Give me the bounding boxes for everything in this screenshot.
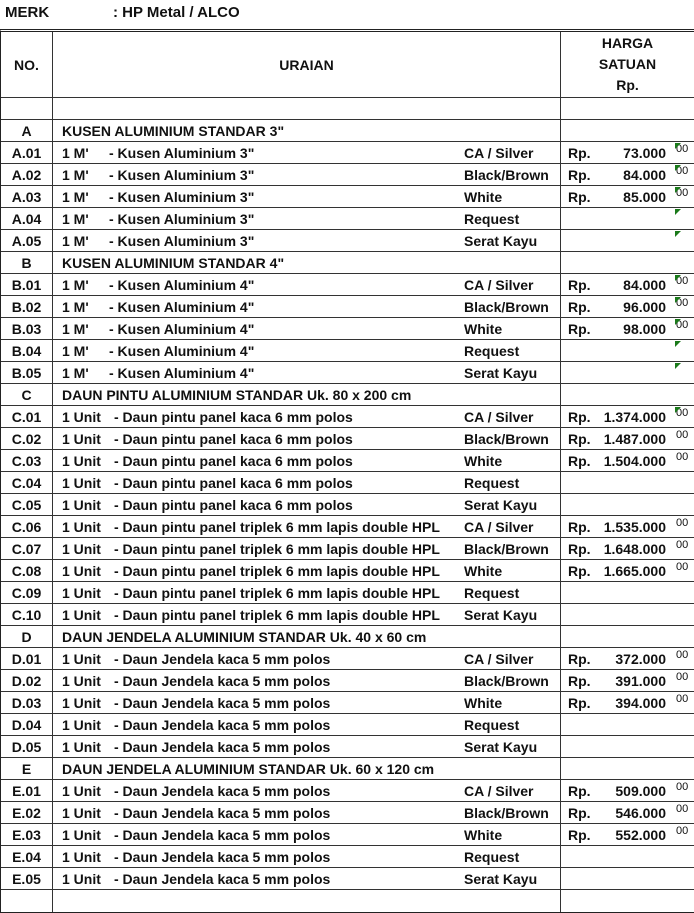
cents: 00	[676, 825, 689, 837]
unit-price: 1.504.000	[603, 452, 666, 469]
table-row	[1, 648, 694, 670]
unit-price: 509.000	[615, 782, 666, 799]
description: - Daun Jendela kaca 5 mm polos	[114, 848, 331, 865]
description: - Kusen Aluminium 3"	[109, 144, 255, 161]
table-row	[1, 868, 694, 890]
unit-price: 394.000	[615, 694, 666, 711]
unit-price: 84.000	[623, 166, 666, 183]
table-row	[1, 340, 694, 362]
table-row	[1, 142, 694, 164]
description: - Daun pintu panel triplek 6 mm lapis double HPL	[114, 562, 440, 579]
item-number: C.09	[1, 582, 53, 603]
cents: 00	[676, 561, 689, 573]
table-row	[1, 670, 694, 692]
description: - Daun pintu panel kaca 6 mm polos	[114, 496, 353, 513]
color-option: Request	[464, 716, 520, 733]
color-option: Serat Kayu	[464, 232, 538, 249]
cents: 00	[676, 275, 689, 287]
section-title: DAUN JENDELA ALUMINIUM STANDAR Uk. 60 x 120 cm	[62, 760, 435, 777]
item-number: C.06	[1, 516, 53, 537]
section-row	[1, 252, 694, 274]
cents: 00	[676, 187, 689, 199]
currency: Rp.	[568, 298, 591, 315]
item-number: B.04	[1, 340, 53, 361]
color-option: White	[464, 188, 503, 205]
item-number: B.02	[1, 296, 53, 317]
cents: 00	[676, 517, 689, 529]
color-option: Serat Kayu	[464, 870, 538, 887]
description: - Daun Jendela kaca 5 mm polos	[114, 738, 331, 755]
color-option: Black/Brown	[464, 298, 549, 315]
color-option: CA / Silver	[464, 144, 534, 161]
quantity: 1 Unit	[62, 430, 101, 447]
table-row	[1, 692, 694, 714]
item-number: E	[1, 758, 53, 779]
item-number: C.07	[1, 538, 53, 559]
currency: Rp.	[568, 320, 591, 337]
comment-indicator-icon	[675, 165, 681, 171]
comment-indicator-icon	[675, 363, 681, 369]
table-row	[1, 538, 694, 560]
section-title: KUSEN ALUMINIUM STANDAR 3"	[62, 122, 285, 139]
color-option: Serat Kayu	[464, 364, 538, 381]
comment-indicator-icon	[675, 231, 681, 237]
quantity: 1 Unit	[62, 826, 101, 843]
quantity: 1 M'	[62, 320, 89, 337]
unit-price: 1.535.000	[603, 518, 666, 535]
quantity: 1 Unit	[62, 562, 101, 579]
quantity: 1 Unit	[62, 848, 101, 865]
quantity: 1 Unit	[62, 650, 101, 667]
comment-indicator-icon	[675, 187, 681, 193]
table-row	[1, 274, 694, 296]
table-row	[1, 186, 694, 208]
description: - Kusen Aluminium 4"	[109, 320, 255, 337]
item-number: A.03	[1, 186, 53, 207]
item-number: C.10	[1, 604, 53, 625]
blank-row	[1, 98, 694, 120]
color-option: Black/Brown	[464, 430, 549, 447]
quantity: 1 Unit	[62, 474, 101, 491]
table-row	[1, 406, 694, 428]
description: - Daun Jendela kaca 5 mm polos	[114, 782, 331, 799]
color-option: Request	[464, 474, 520, 491]
section-row	[1, 758, 694, 780]
color-option: Serat Kayu	[464, 606, 538, 623]
quantity: 1 M'	[62, 364, 89, 381]
quantity: 1 M'	[62, 188, 89, 205]
quantity: 1 M'	[62, 232, 89, 249]
quantity: 1 Unit	[62, 694, 101, 711]
section-row	[1, 384, 694, 406]
table-row	[1, 208, 694, 230]
unit-price: 73.000	[623, 144, 666, 161]
quantity: 1 M'	[62, 166, 89, 183]
item-number: B	[1, 252, 53, 273]
description: - Kusen Aluminium 4"	[109, 298, 255, 315]
description: - Daun pintu panel kaca 6 mm polos	[114, 452, 353, 469]
unit-price: 372.000	[615, 650, 666, 667]
currency: Rp.	[568, 804, 591, 821]
table-row	[1, 230, 694, 252]
item-number: C	[1, 384, 53, 405]
unit-price: 546.000	[615, 804, 666, 821]
description: - Daun pintu panel triplek 6 mm lapis double HPL	[114, 518, 440, 535]
cents: 00	[676, 451, 689, 463]
comment-indicator-icon	[675, 143, 681, 149]
item-number: E.02	[1, 802, 53, 823]
item-number: A.02	[1, 164, 53, 185]
currency: Rp.	[568, 144, 591, 161]
item-number: D.01	[1, 648, 53, 669]
comment-indicator-icon	[675, 407, 681, 413]
color-option: Black/Brown	[464, 540, 549, 557]
cents: 00	[676, 143, 689, 155]
comment-indicator-icon	[675, 341, 681, 347]
description: - Daun Jendela kaca 5 mm polos	[114, 672, 331, 689]
item-number: E.05	[1, 868, 53, 889]
table-row	[1, 824, 694, 846]
unit-price: 391.000	[615, 672, 666, 689]
currency: Rp.	[568, 694, 591, 711]
quantity: 1 Unit	[62, 496, 101, 513]
table-row	[1, 582, 694, 604]
merk-label: MERK	[5, 4, 50, 21]
comment-indicator-icon	[675, 275, 681, 281]
quantity: 1 Unit	[62, 672, 101, 689]
cents: 00	[676, 693, 689, 705]
color-option: CA / Silver	[464, 650, 534, 667]
table-row	[1, 494, 694, 516]
quantity: 1 M'	[62, 342, 89, 359]
color-option: Black/Brown	[464, 804, 549, 821]
currency: Rp.	[568, 518, 591, 535]
unit-price: 1.487.000	[603, 430, 666, 447]
color-option: Black/Brown	[464, 166, 549, 183]
quantity: 1 Unit	[62, 782, 101, 799]
unit-price: 96.000	[623, 298, 666, 315]
cents: 00	[676, 781, 689, 793]
item-number: E.03	[1, 824, 53, 845]
description: - Daun pintu panel kaca 6 mm polos	[114, 430, 353, 447]
item-number: D.03	[1, 692, 53, 713]
quantity: 1 Unit	[62, 716, 101, 733]
color-option: White	[464, 320, 503, 337]
cents: 00	[676, 297, 689, 309]
quantity: 1 M'	[62, 298, 89, 315]
description: - Daun Jendela kaca 5 mm polos	[114, 826, 331, 843]
table-header	[1, 32, 694, 98]
description: - Daun pintu panel triplek 6 mm lapis double HPL	[114, 584, 440, 601]
color-option: Black/Brown	[464, 672, 549, 689]
quantity: 1 Unit	[62, 804, 101, 821]
item-number: C.08	[1, 560, 53, 581]
header-harga-line2: SATUAN	[598, 56, 657, 72]
table-row	[1, 604, 694, 626]
color-option: Serat Kayu	[464, 738, 538, 755]
color-option: White	[464, 694, 503, 711]
description: - Kusen Aluminium 3"	[109, 188, 255, 205]
color-option: Request	[464, 342, 520, 359]
currency: Rp.	[568, 672, 591, 689]
unit-price: 552.000	[615, 826, 666, 843]
color-option: Request	[464, 848, 520, 865]
description: - Daun pintu panel triplek 6 mm lapis double HPL	[114, 606, 440, 623]
currency: Rp.	[568, 188, 591, 205]
comment-indicator-icon	[675, 209, 681, 215]
table-row	[1, 736, 694, 758]
table-row	[1, 714, 694, 736]
description: - Kusen Aluminium 3"	[109, 166, 255, 183]
description: - Daun pintu panel triplek 6 mm lapis double HPL	[114, 540, 440, 557]
description: - Kusen Aluminium 4"	[109, 364, 255, 381]
item-number: E.04	[1, 846, 53, 867]
merk-value: : HP Metal / ALCO	[113, 4, 240, 21]
cents: 00	[676, 165, 689, 177]
color-option: CA / Silver	[464, 408, 534, 425]
item-number: C.04	[1, 472, 53, 493]
table-row	[1, 846, 694, 868]
item-number: D.05	[1, 736, 53, 757]
blank-row	[1, 890, 694, 912]
quantity: 1 Unit	[62, 606, 101, 623]
table-row	[1, 362, 694, 384]
unit-price: 1.648.000	[603, 540, 666, 557]
cents: 00	[676, 539, 689, 551]
currency: Rp.	[568, 540, 591, 557]
description: - Daun Jendela kaca 5 mm polos	[114, 650, 331, 667]
section-title: KUSEN ALUMINIUM STANDAR 4"	[62, 254, 285, 271]
currency: Rp.	[568, 452, 591, 469]
description: - Kusen Aluminium 4"	[109, 276, 255, 293]
table-row	[1, 802, 694, 824]
quantity: 1 M'	[62, 144, 89, 161]
table-row	[1, 164, 694, 186]
cents: 00	[676, 429, 689, 441]
item-number: E.01	[1, 780, 53, 801]
currency: Rp.	[568, 166, 591, 183]
cents: 00	[676, 671, 689, 683]
section-row	[1, 120, 694, 142]
cents: 00	[676, 319, 689, 331]
table-row	[1, 780, 694, 802]
unit-price: 85.000	[623, 188, 666, 205]
quantity: 1 Unit	[62, 738, 101, 755]
description: - Kusen Aluminium 3"	[109, 232, 255, 249]
unit-price: 1.665.000	[603, 562, 666, 579]
quantity: 1 Unit	[62, 452, 101, 469]
color-option: CA / Silver	[464, 276, 534, 293]
comment-indicator-icon	[675, 319, 681, 325]
currency: Rp.	[568, 562, 591, 579]
quantity: 1 Unit	[62, 584, 101, 601]
section-row	[1, 626, 694, 648]
table-row	[1, 472, 694, 494]
description: - Daun pintu panel kaca 6 mm polos	[114, 474, 353, 491]
item-number: A	[1, 120, 53, 141]
comment-indicator-icon	[675, 297, 681, 303]
color-option: White	[464, 826, 503, 843]
color-option: White	[464, 562, 503, 579]
color-option: Request	[464, 584, 520, 601]
currency: Rp.	[568, 276, 591, 293]
item-number: A.05	[1, 230, 53, 251]
currency: Rp.	[568, 826, 591, 843]
description: - Daun Jendela kaca 5 mm polos	[114, 804, 331, 821]
quantity: 1 M'	[62, 210, 89, 227]
table-row	[1, 318, 694, 340]
description: - Daun Jendela kaca 5 mm polos	[114, 870, 331, 887]
color-option: White	[464, 452, 503, 469]
header-harga-line1: HARGA	[601, 35, 654, 51]
color-option: Serat Kayu	[464, 496, 538, 513]
currency: Rp.	[568, 408, 591, 425]
quantity: 1 Unit	[62, 870, 101, 887]
section-title: DAUN JENDELA ALUMINIUM STANDAR Uk. 40 x 60 cm	[62, 628, 427, 645]
currency: Rp.	[568, 650, 591, 667]
item-number: C.02	[1, 428, 53, 449]
header-harga-line3: Rp.	[616, 77, 639, 93]
cents: 00	[676, 407, 689, 419]
item-number: C.03	[1, 450, 53, 471]
description: - Kusen Aluminium 3"	[109, 210, 255, 227]
section-title: DAUN PINTU ALUMINIUM STANDAR Uk. 80 x 200 cm	[62, 386, 412, 403]
quantity: 1 M'	[62, 276, 89, 293]
unit-price: 1.374.000	[603, 408, 666, 425]
color-option: Request	[464, 210, 520, 227]
table-row	[1, 516, 694, 538]
table-row	[1, 428, 694, 450]
quantity: 1 Unit	[62, 408, 101, 425]
item-number: A.01	[1, 142, 53, 163]
description: - Kusen Aluminium 4"	[109, 342, 255, 359]
item-number: D	[1, 626, 53, 647]
cents: 00	[676, 649, 689, 661]
table-row	[1, 296, 694, 318]
description: - Daun Jendela kaca 5 mm polos	[114, 716, 331, 733]
header-uraian: URAIAN	[53, 32, 561, 97]
quantity: 1 Unit	[62, 540, 101, 557]
unit-price: 98.000	[623, 320, 666, 337]
item-number: D.04	[1, 714, 53, 735]
header-harga	[561, 32, 694, 97]
currency: Rp.	[568, 782, 591, 799]
item-number: B.03	[1, 318, 53, 339]
price-table	[0, 29, 694, 913]
description: - Daun pintu panel kaca 6 mm polos	[114, 408, 353, 425]
item-number: C.01	[1, 406, 53, 427]
cents: 00	[676, 803, 689, 815]
color-option: CA / Silver	[464, 518, 534, 535]
item-number: B.01	[1, 274, 53, 295]
quantity: 1 Unit	[62, 518, 101, 535]
item-number: C.05	[1, 494, 53, 515]
color-option: CA / Silver	[464, 782, 534, 799]
table-row	[1, 560, 694, 582]
item-number: D.02	[1, 670, 53, 691]
item-number: A.04	[1, 208, 53, 229]
header-no: NO.	[1, 32, 53, 97]
table-row	[1, 450, 694, 472]
currency: Rp.	[568, 430, 591, 447]
item-number: B.05	[1, 362, 53, 383]
description: - Daun Jendela kaca 5 mm polos	[114, 694, 331, 711]
unit-price: 84.000	[623, 276, 666, 293]
